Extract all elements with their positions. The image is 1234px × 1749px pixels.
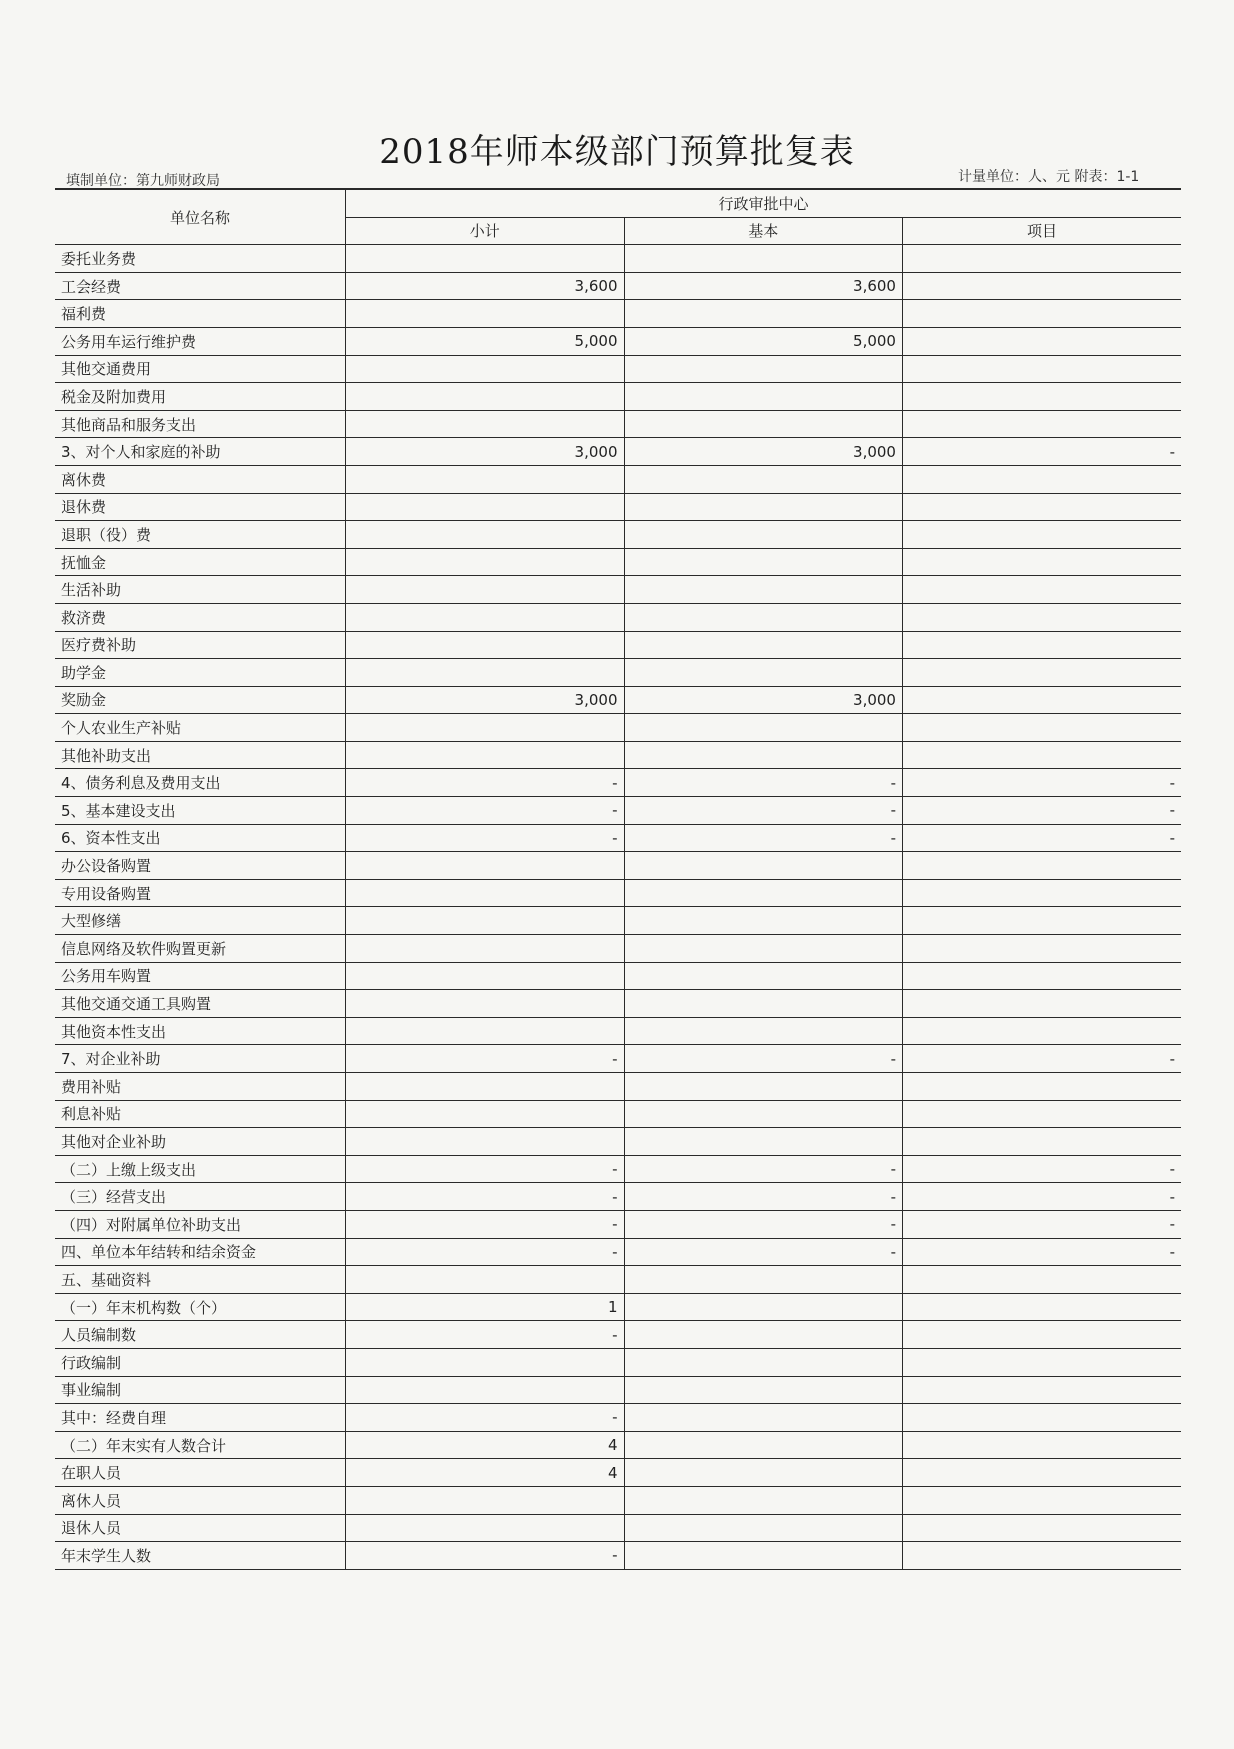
row-label: 在职人员	[55, 1459, 346, 1487]
table-row	[55, 410, 1181, 438]
cell-subtotal: -	[346, 769, 624, 797]
table-row	[55, 962, 1181, 990]
cell-basic	[624, 631, 902, 659]
cell-subtotal: -	[346, 1404, 624, 1432]
cell-project	[902, 1348, 1181, 1376]
cell-basic	[624, 962, 902, 990]
table-row	[55, 1017, 1181, 1045]
cell-project	[902, 686, 1181, 714]
table-row	[55, 1238, 1181, 1266]
cell-project	[902, 576, 1181, 604]
cell-project	[902, 521, 1181, 549]
cell-project: -	[902, 769, 1181, 797]
table-row	[55, 603, 1181, 631]
cell-basic	[624, 1459, 902, 1487]
row-label: 事业编制	[55, 1376, 346, 1404]
cell-basic	[624, 1514, 902, 1542]
table-row	[55, 438, 1181, 466]
row-label: 四、单位本年结转和结余资金	[55, 1238, 346, 1266]
cell-basic	[624, 879, 902, 907]
row-label: 其中：经费自理	[55, 1404, 346, 1432]
row-label: 工会经费	[55, 272, 346, 300]
row-label: 个人农业生产补贴	[55, 714, 346, 742]
cell-basic	[624, 355, 902, 383]
table-row	[55, 465, 1181, 493]
cell-subtotal	[346, 852, 624, 880]
row-label: 退职（役）费	[55, 521, 346, 549]
row-label: 委托业务费	[55, 245, 346, 273]
col-group-header: 行政审批中心	[346, 189, 1181, 217]
table-row	[55, 355, 1181, 383]
table-row	[55, 1293, 1181, 1321]
cell-project	[902, 1486, 1181, 1514]
cell-basic: -	[624, 1045, 902, 1073]
cell-basic: -	[624, 1238, 902, 1266]
table-row	[55, 1348, 1181, 1376]
table-row	[55, 1045, 1181, 1073]
cell-project	[902, 1266, 1181, 1294]
cell-basic	[624, 521, 902, 549]
table-row	[55, 1404, 1181, 1432]
table-row	[55, 1459, 1181, 1487]
cell-basic	[624, 1404, 902, 1432]
cell-basic: -	[624, 1155, 902, 1183]
cell-project	[902, 1128, 1181, 1156]
cell-subtotal	[346, 355, 624, 383]
row-label: 离休费	[55, 465, 346, 493]
cell-project	[902, 631, 1181, 659]
cell-subtotal: -	[346, 824, 624, 852]
cell-subtotal: -	[346, 1183, 624, 1211]
cell-subtotal: 5,000	[346, 327, 624, 355]
table-row	[55, 1266, 1181, 1294]
row-label: 3、对个人和家庭的补助	[55, 438, 346, 466]
cell-project	[902, 327, 1181, 355]
cell-basic	[624, 603, 902, 631]
measure-unit-label: 计量单位：人、元 附表：1-1	[958, 169, 1140, 185]
cell-basic	[624, 990, 902, 1018]
cell-subtotal	[346, 1073, 624, 1101]
cell-project	[902, 1376, 1181, 1404]
cell-basic	[624, 714, 902, 742]
row-label: 退休人员	[55, 1514, 346, 1542]
row-label: 5、基本建设支出	[55, 797, 346, 825]
cell-basic	[624, 1100, 902, 1128]
table-row	[55, 659, 1181, 687]
cell-basic	[624, 1376, 902, 1404]
table-row	[55, 548, 1181, 576]
cell-subtotal: -	[346, 1155, 624, 1183]
table-row	[55, 769, 1181, 797]
cell-basic	[624, 852, 902, 880]
cell-basic	[624, 493, 902, 521]
cell-subtotal: 3,000	[346, 438, 624, 466]
cell-project	[902, 272, 1181, 300]
cell-project: -	[902, 1183, 1181, 1211]
cell-basic: 3,000	[624, 438, 902, 466]
cell-basic	[624, 576, 902, 604]
table-row	[55, 576, 1181, 604]
cell-basic	[624, 1348, 902, 1376]
table-row	[55, 383, 1181, 411]
cell-subtotal	[346, 935, 624, 963]
cell-project	[902, 962, 1181, 990]
row-label: 其他交通交通工具购置	[55, 990, 346, 1018]
table-row	[55, 797, 1181, 825]
table-row	[55, 300, 1181, 328]
cell-basic	[624, 659, 902, 687]
row-label: 专用设备购置	[55, 879, 346, 907]
cell-project	[902, 465, 1181, 493]
row-label: 信息网络及软件购置更新	[55, 935, 346, 963]
cell-subtotal	[346, 383, 624, 411]
cell-subtotal: -	[346, 797, 624, 825]
cell-subtotal	[346, 879, 624, 907]
cell-subtotal	[346, 521, 624, 549]
cell-project: -	[902, 797, 1181, 825]
cell-subtotal: -	[346, 1045, 624, 1073]
cell-project	[902, 245, 1181, 273]
cell-project	[902, 907, 1181, 935]
cell-project	[902, 1100, 1181, 1128]
cell-subtotal	[346, 741, 624, 769]
table-row	[55, 1155, 1181, 1183]
row-label: 公务用车运行维护费	[55, 327, 346, 355]
row-label: 退休费	[55, 493, 346, 521]
cell-project	[902, 879, 1181, 907]
cell-basic	[624, 383, 902, 411]
table-row	[55, 327, 1181, 355]
row-label: 利息补贴	[55, 1100, 346, 1128]
cell-project	[902, 355, 1181, 383]
cell-subtotal: 3,000	[346, 686, 624, 714]
cell-basic: -	[624, 769, 902, 797]
table-row	[55, 1431, 1181, 1459]
row-label: 年末学生人数	[55, 1542, 346, 1570]
cell-subtotal: 3,600	[346, 272, 624, 300]
row-label: 五、基础资料	[55, 1266, 346, 1294]
cell-basic	[624, 410, 902, 438]
cell-basic	[624, 245, 902, 273]
cell-basic	[624, 465, 902, 493]
cell-subtotal	[346, 962, 624, 990]
row-label: （二）上缴上级支出	[55, 1155, 346, 1183]
cell-basic	[624, 907, 902, 935]
cell-subtotal	[346, 1100, 624, 1128]
cell-project	[902, 1514, 1181, 1542]
cell-subtotal	[346, 465, 624, 493]
cell-project: -	[902, 1210, 1181, 1238]
table-row	[55, 1073, 1181, 1101]
cell-subtotal	[346, 714, 624, 742]
table-row	[55, 521, 1181, 549]
cell-project: -	[902, 1045, 1181, 1073]
cell-subtotal: 4	[346, 1459, 624, 1487]
cell-basic	[624, 1128, 902, 1156]
cell-subtotal	[346, 631, 624, 659]
row-label: （一）年末机构数（个）	[55, 1293, 346, 1321]
cell-project	[902, 410, 1181, 438]
cell-basic: -	[624, 1210, 902, 1238]
cell-subtotal	[346, 410, 624, 438]
table-row	[55, 1514, 1181, 1542]
row-label: 大型修缮	[55, 907, 346, 935]
cell-subtotal	[346, 300, 624, 328]
cell-subtotal: -	[346, 1210, 624, 1238]
cell-basic	[624, 1431, 902, 1459]
col-header-basic: 基本	[624, 217, 902, 245]
table-header	[55, 189, 1181, 245]
cell-project	[902, 990, 1181, 1018]
cell-basic	[624, 1293, 902, 1321]
row-label: 6、资本性支出	[55, 824, 346, 852]
cell-project	[902, 383, 1181, 411]
table-row	[55, 852, 1181, 880]
table-row	[55, 1376, 1181, 1404]
table-row	[55, 824, 1181, 852]
row-label: 7、对企业补助	[55, 1045, 346, 1073]
row-label: 奖励金	[55, 686, 346, 714]
table-row	[55, 1128, 1181, 1156]
table-row	[55, 935, 1181, 963]
cell-basic: 5,000	[624, 327, 902, 355]
cell-basic: 3,600	[624, 272, 902, 300]
row-label: 抚恤金	[55, 548, 346, 576]
cell-project	[902, 1542, 1181, 1570]
cell-project: -	[902, 438, 1181, 466]
row-label: 福利费	[55, 300, 346, 328]
cell-basic	[624, 1321, 902, 1349]
cell-subtotal	[346, 576, 624, 604]
row-label: 医疗费补助	[55, 631, 346, 659]
cell-subtotal: -	[346, 1321, 624, 1349]
cell-basic: -	[624, 797, 902, 825]
cell-subtotal	[346, 1348, 624, 1376]
table-row	[55, 1210, 1181, 1238]
table-row	[55, 990, 1181, 1018]
page-title: 2018年师本级部门预算批复表	[379, 132, 855, 172]
cell-project	[902, 935, 1181, 963]
cell-project	[902, 548, 1181, 576]
col-header-name: 单位名称	[55, 189, 346, 245]
table-row	[55, 879, 1181, 907]
cell-project	[902, 1459, 1181, 1487]
cell-basic	[624, 548, 902, 576]
cell-project: -	[902, 1155, 1181, 1183]
cell-subtotal: -	[346, 1238, 624, 1266]
cell-basic: 3,000	[624, 686, 902, 714]
cell-subtotal	[346, 990, 624, 1018]
row-label: （二）年末实有人数合计	[55, 1431, 346, 1459]
row-label: 生活补助	[55, 576, 346, 604]
cell-basic	[624, 935, 902, 963]
cell-subtotal	[346, 1486, 624, 1514]
row-label: 离休人员	[55, 1486, 346, 1514]
cell-subtotal: 1	[346, 1293, 624, 1321]
table-row	[55, 1183, 1181, 1211]
row-label: 人员编制数	[55, 1321, 346, 1349]
cell-basic	[624, 1486, 902, 1514]
cell-subtotal: -	[346, 1542, 624, 1570]
cell-project	[902, 741, 1181, 769]
row-label: 其他对企业补助	[55, 1128, 346, 1156]
row-label: 公务用车购置	[55, 962, 346, 990]
table-row	[55, 686, 1181, 714]
cell-subtotal	[346, 493, 624, 521]
cell-project	[902, 1321, 1181, 1349]
cell-project	[902, 852, 1181, 880]
row-label: 办公设备购置	[55, 852, 346, 880]
table-row	[55, 741, 1181, 769]
cell-project	[902, 659, 1181, 687]
table-row	[55, 714, 1181, 742]
row-label: 助学金	[55, 659, 346, 687]
table-row	[55, 272, 1181, 300]
table-row	[55, 493, 1181, 521]
cell-subtotal	[346, 548, 624, 576]
row-label: 费用补贴	[55, 1073, 346, 1101]
row-label: 4、债务利息及费用支出	[55, 769, 346, 797]
cell-basic	[624, 300, 902, 328]
cell-subtotal	[346, 1266, 624, 1294]
table-row	[55, 907, 1181, 935]
cell-project: -	[902, 824, 1181, 852]
row-label: （三）经营支出	[55, 1183, 346, 1211]
cell-basic	[624, 1017, 902, 1045]
cell-basic: -	[624, 1183, 902, 1211]
table-row	[55, 631, 1181, 659]
filling-unit-label: 填制单位：第九师财政局	[66, 173, 220, 189]
cell-subtotal: 4	[346, 1431, 624, 1459]
budget-table	[55, 188, 1181, 1570]
row-label: （四）对附属单位补助支出	[55, 1210, 346, 1238]
cell-project	[902, 1073, 1181, 1101]
table-row	[55, 1486, 1181, 1514]
cell-subtotal	[346, 907, 624, 935]
cell-project	[902, 1431, 1181, 1459]
cell-project: -	[902, 1238, 1181, 1266]
row-label: 其他商品和服务支出	[55, 410, 346, 438]
table-row	[55, 1321, 1181, 1349]
cell-project	[902, 300, 1181, 328]
row-label: 行政编制	[55, 1348, 346, 1376]
cell-subtotal	[346, 1128, 624, 1156]
cell-project	[902, 714, 1181, 742]
cell-project	[902, 603, 1181, 631]
cell-subtotal	[346, 659, 624, 687]
row-label: 税金及附加费用	[55, 383, 346, 411]
cell-subtotal	[346, 1017, 624, 1045]
cell-subtotal	[346, 1514, 624, 1542]
row-label: 其他资本性支出	[55, 1017, 346, 1045]
table-row	[55, 1100, 1181, 1128]
cell-subtotal	[346, 1376, 624, 1404]
cell-basic	[624, 1266, 902, 1294]
row-label: 其他交通费用	[55, 355, 346, 383]
table-row	[55, 1542, 1181, 1570]
col-header-project: 项目	[902, 217, 1181, 245]
cell-project	[902, 1017, 1181, 1045]
table-body	[55, 245, 1181, 1570]
row-label: 其他补助支出	[55, 741, 346, 769]
cell-basic	[624, 1073, 902, 1101]
cell-project	[902, 1404, 1181, 1432]
cell-subtotal	[346, 245, 624, 273]
cell-basic	[624, 741, 902, 769]
cell-project	[902, 493, 1181, 521]
table-row	[55, 245, 1181, 273]
row-label: 救济费	[55, 603, 346, 631]
cell-basic: -	[624, 824, 902, 852]
cell-basic	[624, 1542, 902, 1570]
cell-project	[902, 1293, 1181, 1321]
col-header-subtotal: 小计	[346, 217, 624, 245]
cell-subtotal	[346, 603, 624, 631]
